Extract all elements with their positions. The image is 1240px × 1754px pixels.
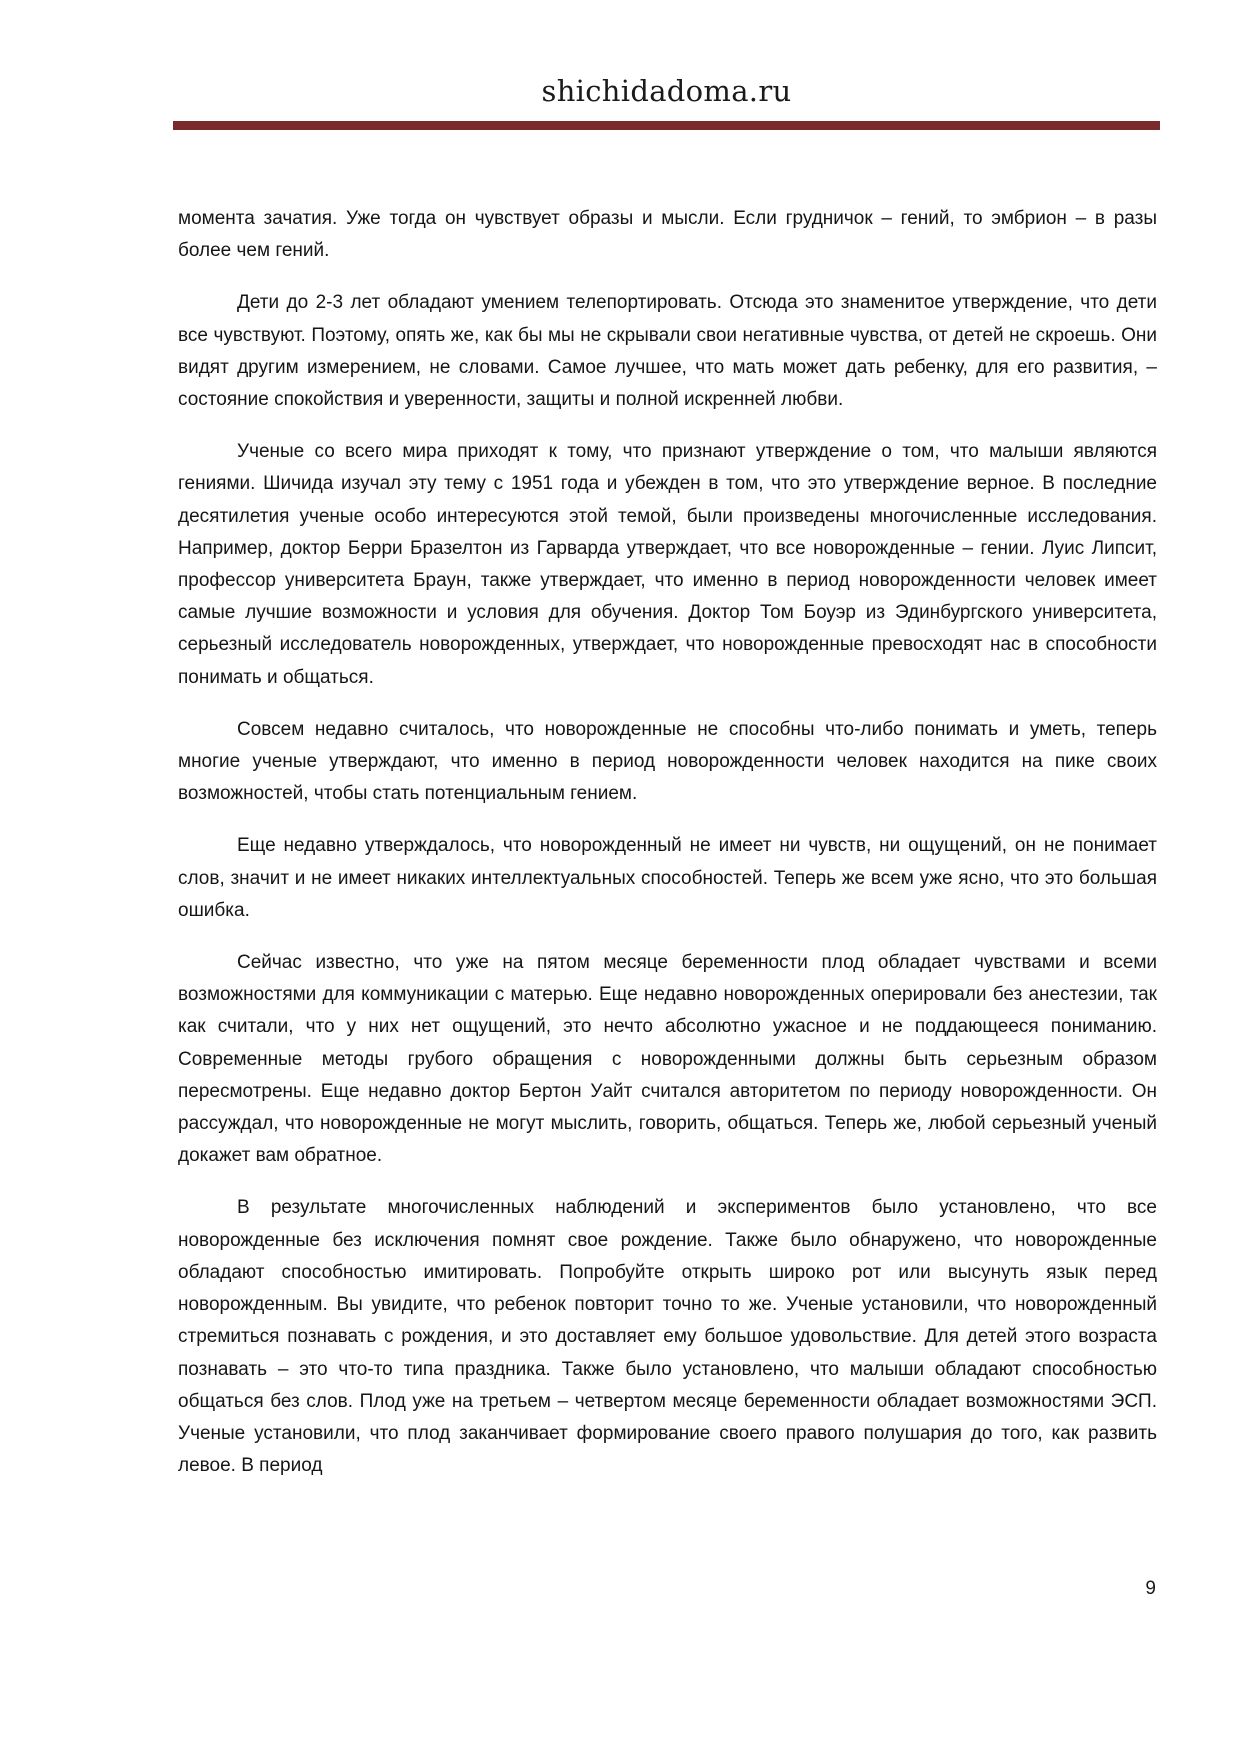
paragraph-6: Сейчас известно, что уже на пятом месяце беременности плод обладает чувствами и всеми возможностями для коммуникации с матерью. Еще недавно новорожденных оперировали без анестезии, так как считали, что у них нет ощущений, это нечто абсолютно ужасное и не поддающееся пониманию. Современные методы грубого обращения с новорожденными должны быть серьезным образом пересмотрены. Еще недавно доктор Бертон Уайт считался авторитетом по периоду новорожденности. Он рассуждал, что новорожденные не могут мыслить, говорить, общаться. Теперь же, любой серьезный ученый докажет вам обратное.	[178, 952, 1157, 1167]
paragraph-3: Ученые со всего мира приходят к тому, что признают утверждение о том, что малыши являются гениями. Шичида изучал эту тему с 1951 года и убежден в том, что это утверждение верное. В последние десятилетия ученые особо интересуются этой темой, были произведены многочисленные исследования. Например, доктор Берри Бразелтон из Гарварда утверждает, что все новорожденные – гении. Луис Липсит, профессор университета Браун, также утверждает, что именно в период новорожденности человек имеет самые лучшие возможности и условия для обучения. Доктор Том Боуэр из Эдинбургского университета, серьезный исследователь новорожденных, утверждает, что новорожденные превосходят нас в способности понимать и общаться.	[178, 441, 1157, 688]
paragraph-2: Дети до 2-3 лет обладают умением телепортировать. Отсюда это знаменитое утверждение, что дети все чувствуют. Поэтому, опять же, как бы мы не скрывали свои негативные чувства, от детей не скроешь. Они видят другим измерением, не словами. Самое лучшее, что мать может дать ребенку, для его развития, – состояние спокойствия и уверенности, защиты и полной искренней любви.	[178, 292, 1157, 411]
document-body	[178, 203, 1157, 1482]
paragraph-7: В результате многочисленных наблюдений и экспериментов было установлено, что все новорожденные без исключения помнят свое рождение. Также было обнаружено, что новорожденные обладают способностью имитировать. Попробуйте открыть широко рот или высунуть язык перед новорожденным. Вы увидите, что ребенок повторит точно то же. Ученые установили, что новорожденный стремиться познавать с рождения, и это доставляет ему большое удовольствие. Для детей этого возраста познавать – это что-то типа праздника. Также было установлено, что малыши обладают способностью общаться без слов. Плод уже на третьем – четвертом месяце беременности обладает возможностями ЭСП. Ученые установили, что плод заканчивает формирование своего правого полушария до того, как развить левое. В период	[178, 1197, 1157, 1477]
paragraph-4: Совсем недавно считалось, что новорожденные не способны что-либо понимать и уметь, теперь многие ученые утверждают, что именно в период новорожденности человек находится на пике своих возможностей, чтобы стать потенциальным гением.	[178, 718, 1157, 805]
paragraph-1: момента зачатия. Уже тогда он чувствует образы и мысли. Если грудничок – гений, то эмбрион – в разы более чем гений.	[178, 208, 1157, 262]
header-divider	[173, 121, 1160, 130]
paragraph-5: Еще недавно утверждалось, что новорожденный не имеет ни чувств, ни ощущений, он не понимает слов, значит и не имеет никаких интеллектуальных способностей. Теперь же всем уже ясно, что это большая ошибка.	[178, 835, 1157, 921]
site-header-title: shichidadoma.ru	[541, 74, 792, 108]
page-number: 9	[1145, 1578, 1156, 1599]
